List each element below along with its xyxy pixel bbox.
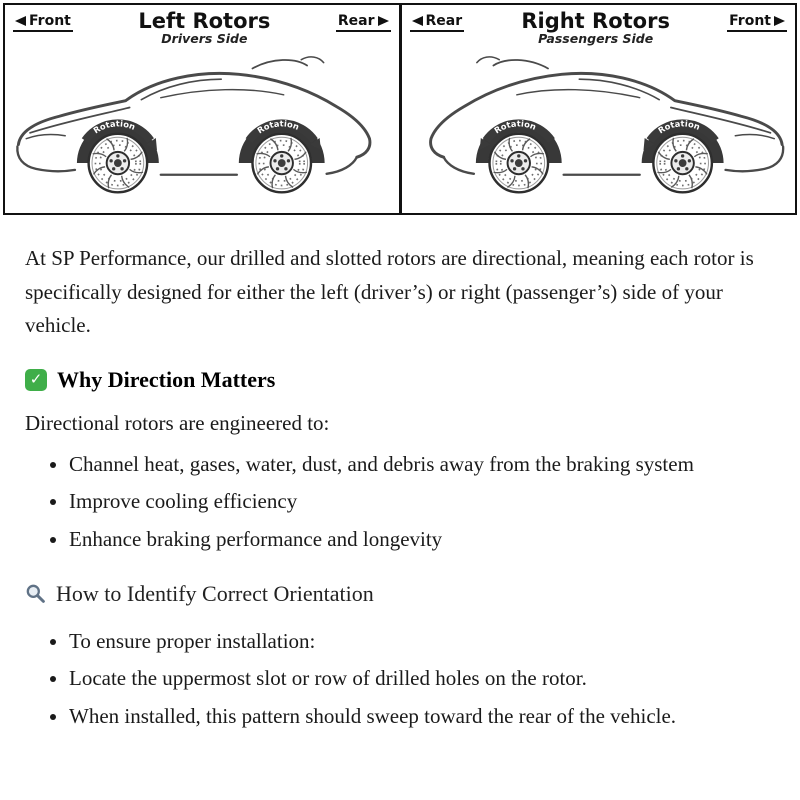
benefits-list xyxy=(25,448,770,557)
car-illustration-left xyxy=(5,47,399,205)
rear-direction-label xyxy=(336,12,391,32)
svg-text:Rotation: Rotation xyxy=(255,118,302,136)
list-item: • Improve cooling efficiency xyxy=(69,485,770,519)
front-direction-label xyxy=(13,12,73,32)
right-panel-header xyxy=(402,5,796,45)
list-item: • Locate the uppermost slot or row of drilled holes on the rotor. xyxy=(69,662,770,696)
left-arrow-icon xyxy=(412,16,423,26)
right-panel-titles xyxy=(521,10,670,45)
right-arrow-icon xyxy=(774,16,785,26)
direction-text: Front xyxy=(29,13,71,29)
list-item: • When installed, this pattern should sweep toward the rear of the vehicle. xyxy=(69,700,770,734)
left-rotors-panel xyxy=(3,3,401,215)
right-rotors-panel xyxy=(400,3,798,215)
panel-subtitle: Passengers Side xyxy=(538,31,654,47)
heading-text: Why Direction Matters xyxy=(57,366,276,392)
article-content xyxy=(0,218,800,785)
section-heading-identify-orientation xyxy=(25,581,770,607)
rotor-direction-diagram xyxy=(0,0,800,218)
svg-text:Rotation: Rotation xyxy=(655,118,702,136)
left-panel-titles xyxy=(138,10,270,45)
check-icon: ✓ xyxy=(25,369,47,391)
lead-paragraph: Directional rotors are engineered to: xyxy=(25,410,330,435)
svg-text:Rotation: Rotation xyxy=(491,118,538,136)
intro-paragraph: At SP Performance, our drilled and slotted rotors are directional, meaning each rotor is specifically designed for either the left (driver’s) or right (passenger’s) side of your vehicle. xyxy=(25,246,754,338)
left-arrow-icon xyxy=(15,16,26,26)
left-panel-header xyxy=(5,5,399,45)
list-item: • Channel heat, gases, water, dust, and debris away from the braking system xyxy=(69,448,770,482)
orientation-list xyxy=(25,625,770,734)
direction-text: Rear xyxy=(337,13,375,29)
heading-text: How to Identify Correct Orientation xyxy=(56,580,374,606)
panel-subtitle: Drivers Side xyxy=(161,31,248,47)
section-heading-why-direction-matters xyxy=(25,367,770,393)
direction-text: Front xyxy=(729,13,771,29)
direction-text: Rear xyxy=(425,13,463,29)
right-arrow-icon xyxy=(378,16,389,26)
list-item: • To ensure proper installation: xyxy=(69,625,770,659)
magnifier-icon xyxy=(25,583,46,604)
list-item: • Enhance braking performance and longevity xyxy=(69,523,770,557)
panel-title: Left Rotors xyxy=(138,9,271,33)
panel-title: Right Rotors xyxy=(521,9,670,33)
front-direction-label xyxy=(727,12,787,32)
rear-direction-label xyxy=(410,12,465,32)
car-illustration-right xyxy=(402,47,796,205)
svg-text:Rotation: Rotation xyxy=(91,118,138,136)
